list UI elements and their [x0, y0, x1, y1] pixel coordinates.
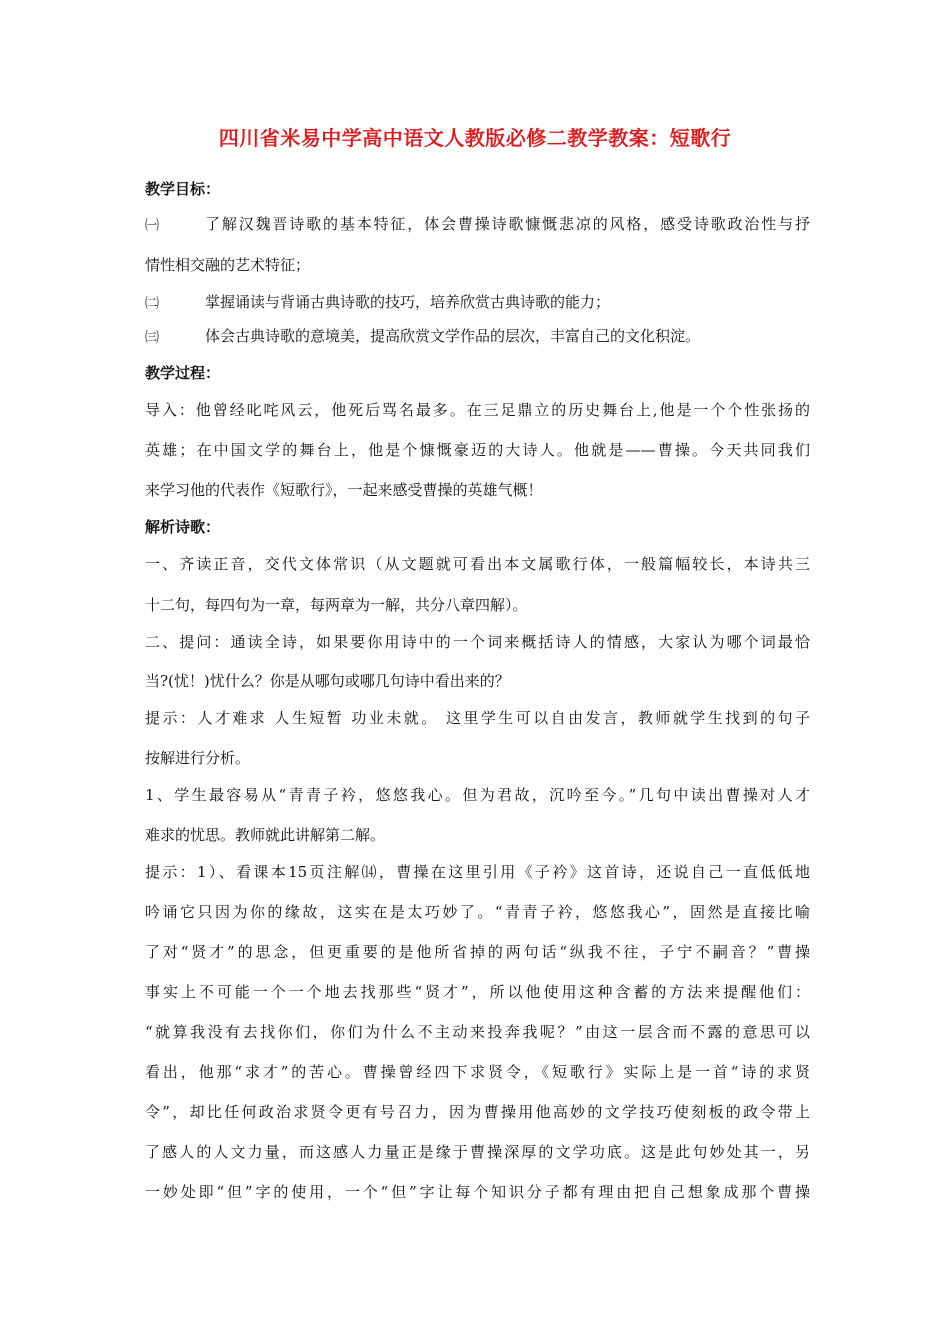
body-line: 吟诵它只因为你的缘故，这实在是太巧妙了。“青青子衿，悠悠我心”，固然是直接比喻	[145, 903, 810, 921]
document-title: 四川省米易中学高中语文人教版必修二教学教案：短歌行	[218, 126, 732, 150]
body-line: “就算我没有去找你们，你们为什么不主动来投奔我呢？”由这一层含而不露的意思可以	[145, 1023, 810, 1041]
body-line: 提示：1）、看课本15页注解⒁，曹操在这里引用《子衿》这首诗，还说自己一直低低地	[145, 863, 810, 881]
body-line: 1、学生最容易从“青青子衿，悠悠我心。但为君故，沉吟至今。”几句中读出曹操对人才	[145, 786, 810, 804]
body-line: 看出，他那“求才”的苦心。曹操曾经四下求贤令，《短歌行》实际上是一首“诗的求贤	[145, 1063, 810, 1081]
intro-line: 来学习他的代表作《短歌行》，一起来感受曹操的英雄气概！	[145, 481, 543, 499]
goal-text: 了解汉魏晋诗歌的基本特征，体会曹操诗歌慷慨悲凉的风格，感受诗歌政治性与抒	[205, 215, 810, 233]
body-line: 按解进行分析。	[145, 749, 251, 767]
intro-line: 英雄；在中国文学的舞台上，他是个慷慨豪迈的大诗人。他就是——曹操。今天共同我们	[145, 441, 810, 459]
body-line: 难求的忧思。教师就此讲解第二解。	[145, 826, 386, 844]
goal-text: 体会古典诗歌的意境美，提高欣赏文学作品的层次，丰富自己的文化积淀。	[205, 327, 701, 345]
body-line: 二、提问：通读全诗，如果要你用诗中的一个词来概括诗人的情感，大家认为哪个词最恰	[145, 633, 810, 651]
goal-number: ㈢	[145, 330, 159, 346]
body-line: 十二句，每四句为一章，每两章为一解，共分八章四解）。	[145, 596, 528, 614]
body-line: 一妙处即“但”字的使用，一个“但”字让每个知识分子都有理由把自己想象成那个曹操	[145, 1183, 810, 1201]
body-line: 一、齐读正音，交代文体常识（从文题就可看出本文属歌行体，一般篇幅较长，本诗共三	[145, 555, 810, 573]
analysis-heading: 解析诗歌：	[145, 518, 221, 536]
body-line: 了感人的人文力量，而这感人力量正是缘于曹操深厚的文学功底。这是此句妙处其一，另	[145, 1143, 810, 1161]
process-heading: 教学过程：	[145, 364, 221, 382]
goal-text: 掌握诵读与背诵古典诗歌的技巧，培养欣赏古典诗歌的能力；	[205, 293, 611, 311]
goal-number: ㈡	[145, 296, 159, 312]
goal-text-continued: 情性相交融的艺术特征；	[145, 256, 311, 274]
goal-number: ㈠	[145, 218, 159, 234]
body-line: 事实上不可能一个一个地去找那些“贤才”，所以他使用这种含蓄的方法来提醒他们：	[145, 983, 810, 1001]
body-line: 当?(忧！)忧什么？你是从哪句或哪几句诗中看出来的？	[145, 672, 510, 690]
goals-heading: 教学目标：	[145, 180, 221, 198]
body-line: 了对“贤才”的思念，但更重要的是他所省掉的两句话“纵我不往，子宁不嗣音？”曹操	[145, 943, 810, 961]
body-line: 提示：人才难求 人生短暂 功业未就。 这里学生可以自由发言，教师就学生找到的句子	[145, 709, 810, 727]
intro-line: 导入：他曾经叱咤风云，他死后骂名最多。在三足鼎立的历史舞台上,他是一个个性张扬的	[145, 401, 810, 419]
body-line: 令”，却比任何政治求贤令更有号召力，因为曹操用他高妙的文学技巧使刻板的政令带上	[145, 1103, 810, 1121]
